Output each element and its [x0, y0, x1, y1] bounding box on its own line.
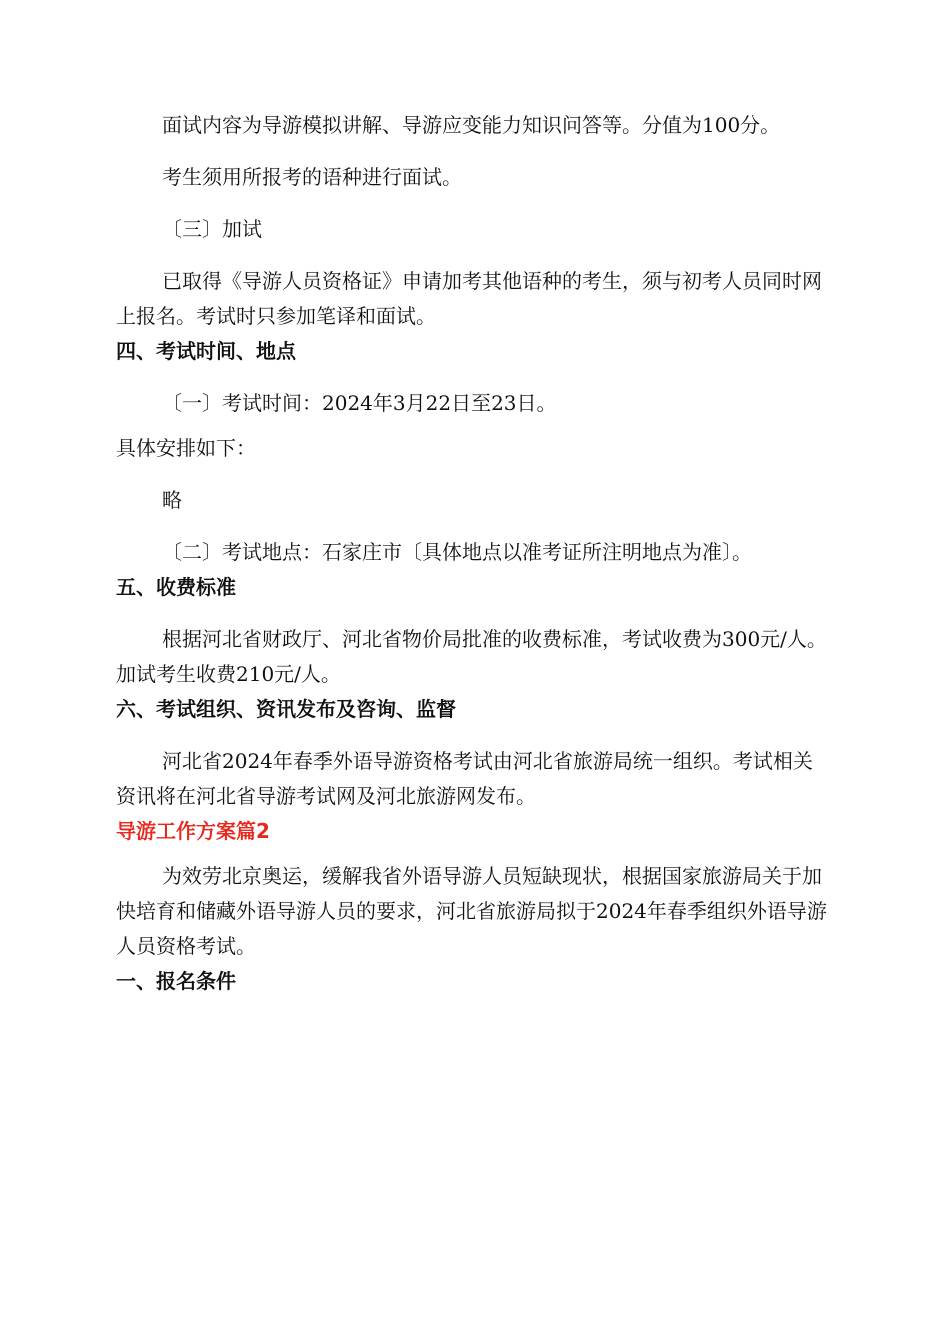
paragraph-schedule-omitted: 略 — [162, 488, 182, 512]
paragraph-plan-2-intro: 为效劳北京奥运，缓解我省外语导游人员短缺现状，根据国家旅游局关于加快培育和储藏外语导游人员的要求，河北省旅游局拟于2024年春季组织外语导游人员资格考试。 — [116, 864, 827, 958]
section-heading-time-place: 四、考试时间、地点 — [116, 339, 296, 363]
article-heading-plan-2: 导游工作方案篇2 — [116, 819, 270, 843]
paragraph-exam-time: 〔一〕考试时间：2024年3月22日至23日。 — [162, 391, 557, 415]
paragraph-schedule-intro: 具体安排如下： — [116, 436, 256, 460]
section-heading-organization: 六、考试组织、资讯发布及咨询、监督 — [116, 697, 456, 721]
paragraph-interview-language: 考生须用所报考的语种进行面试。 — [162, 165, 462, 189]
paragraph-exam-place: 〔二〕考试地点：石家庄市〔具体地点以准考证所注明地点为准〕。 — [162, 540, 752, 564]
paragraph-interview-content: 面试内容为导游模拟讲解、导游应变能力知识问答等。分值为100分。 — [162, 113, 781, 137]
section-heading-registration: 一、报名条件 — [116, 969, 236, 993]
section-heading-fees: 五、收费标准 — [116, 575, 236, 599]
paragraph-additional-test: 已取得《导游人员资格证》申请加考其他语种的考生，须与初考人员同时网上报名。考试时只参加笔译和面试。 — [116, 269, 822, 328]
paragraph-organization: 河北省2024年春季外语导游资格考试由河北省旅游局统一组织。考试相关资讯将在河北省导游考试网及河北旅游网发布。 — [116, 749, 813, 808]
subheading-additional-test: 〔三〕加试 — [162, 217, 262, 241]
paragraph-fees: 根据河北省财政厅、河北省物价局批准的收费标准，考试收费为300元/人。加试考生收费210元/人。 — [116, 627, 827, 686]
